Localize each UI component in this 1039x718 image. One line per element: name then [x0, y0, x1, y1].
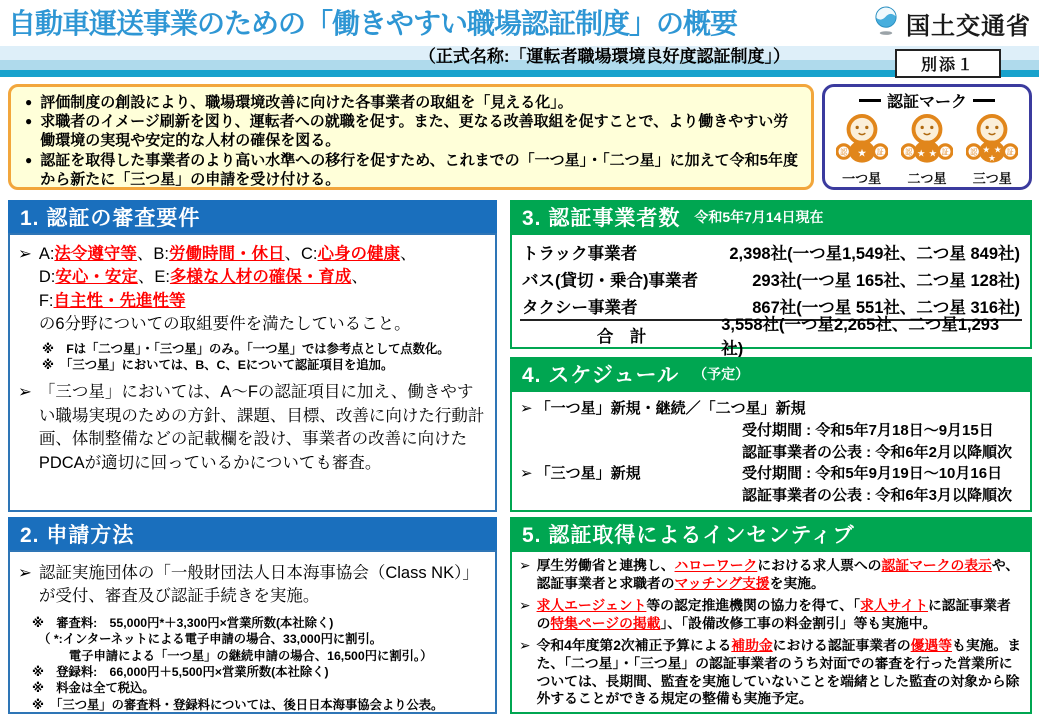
section-4-header — [510, 357, 1032, 390]
requirement-note: ※ 「三つ星」においては、B、C、Eについて認証項目を追加。 — [42, 358, 394, 373]
cert-mark-title: 認証マーク — [829, 89, 1025, 112]
cert-badges — [829, 112, 1025, 187]
svg-text:★: ★ — [988, 153, 997, 164]
section-2-body — [8, 550, 497, 714]
badge-three-star — [966, 112, 1018, 187]
section-5-title: 5. 認証取得によるインセンティブ — [522, 523, 855, 547]
section-2-title: 2. 申請方法 — [20, 523, 135, 547]
svg-text:証: 証 — [941, 147, 949, 157]
svg-text:証: 証 — [876, 147, 884, 157]
badge-two-star — [901, 112, 953, 187]
application-paragraph: ➢ 認証実施団体の「一般財団法人日本海事協会（Class NK）」が受付、審査及び認証手続きを実施。 — [18, 562, 487, 609]
svg-text:認: 認 — [839, 147, 847, 157]
mlit-logo-icon — [872, 5, 900, 42]
svg-text:★: ★ — [856, 147, 867, 160]
as-of-date: 令和5年7月14日現在 — [694, 208, 824, 225]
intro-bullet: ● 求職者のイメージ刷新を図り、運転者への就職を促す。また、更なる改善取組を促すことで、より働きやすい労働環境の実現や安定的な人材の確保を図る。 — [23, 112, 801, 150]
badge-label: 三つ星 — [972, 171, 1012, 186]
operator-count: 293社(一つ星 165社、二つ星 128社) — [752, 271, 1020, 290]
fee-note: ※ 登録料: 66,000円＋5,500円×営業所数(本社除く) — [32, 664, 329, 679]
svg-text:認: 認 — [970, 147, 978, 157]
three-star-badge-icon — [966, 112, 1018, 171]
fee-note: 電子申請による「一つ星」の継続申請の場合、16,500円に割引。） — [32, 648, 433, 663]
svg-text:★: ★ — [928, 148, 938, 160]
section-4-note: （予定） — [693, 365, 750, 382]
fee-note: ※ 「三つ星」の審査料・登録料については、後日日本海事協会より公表。 — [32, 697, 444, 712]
operator-type: バス(貸切・乗合)事業者 — [522, 271, 698, 290]
operator-type: トラック事業者 — [522, 244, 638, 263]
intro-bullet: ● 認証を取得した事業者のより高い水準への移行を促すため、これまでの「一つ星」・「二つ星」に加えて令和5年度から新たに「三つ星」の申請を受け付ける。 — [23, 151, 801, 189]
badge-label: 二つ星 — [907, 171, 947, 186]
ministry-logo-block — [872, 5, 1031, 42]
schedule-line: 受付期間 : 令和5年7月18日～9月15日 — [742, 421, 994, 439]
page-title: 自動車運送事業のための「働きやすい職場認証制度」の概要 — [8, 8, 738, 39]
fee-note: ※ 審査料: 55,000円*＋3,300円×営業所数(本社除く) — [32, 615, 334, 630]
two-star-badge-icon — [901, 112, 953, 171]
incentive-bullet: ➢ 求人エージェント等の認定推進機関の協力を得て、「求人サイトに認証事業者の特集ページの掲載」、「設備改修工事の料金割引」等も実施中。 — [519, 597, 1023, 633]
section-1-title: 1. 認証の審査要件 — [20, 206, 201, 230]
fee-note: （ *:インターネットによる電子申請の場合、33,000円に割引。 — [32, 632, 383, 647]
section-1-header — [8, 200, 497, 233]
total-label: 合 計 — [596, 327, 647, 346]
cert-mark-box — [822, 84, 1032, 190]
incentive-bullet: ➢ 令和4年度第2次補正予算による補助金における認証事業者の優遇等も実施。また、「二つ星」・「三つ星」の認証事業者のうち対面での審査を行った営業所については、長期間、監査を実施していないことを端緒とした監査の対象から除外することができる規定の整備も実施予定。 — [519, 637, 1023, 709]
schedule-line: 認証事業者の公表 : 令和6年3月以降順次 — [742, 487, 1013, 504]
fee-note: ※ 料金は全て税込。 — [32, 681, 155, 696]
section-3-title: 3. 認証事業者数 — [522, 206, 681, 230]
intro-bullet: ● 評価制度の創設により、職場環境改善に向けた各事業者の取組を「見える化」。 — [23, 93, 801, 112]
section-5-header — [510, 517, 1032, 550]
svg-text:★: ★ — [916, 148, 926, 160]
incentive-bullet: ➢ 厚生労働省と連携し、ハローワークにおける求人票への認証マークの表示や、認証事業者と求職者のマッチング支援を実施。 — [519, 557, 1023, 593]
requirement-note: ※ Fは「二つ星」・「三つ星」のみ。「一つ星」では参考点として点数化。 — [42, 341, 450, 356]
pdca-paragraph: ➢ 「三つ星」においては、A～Fの認証項目に加え、働きやすい職場実現のための方針、課題、目標、改善に向けた行動計画、体制整備などの記載欄を設け、事業者の改善に向けたPDCAが適切に回っているかについても審査。 — [18, 381, 487, 475]
svg-text:★: ★ — [994, 144, 1002, 155]
ministry-name: 国土交通省 — [906, 13, 1031, 40]
svg-text:★: ★ — [982, 144, 991, 155]
page-subtitle: （正式名称:「運転者職場環境良好度認証制度」） — [418, 47, 790, 66]
svg-text:証: 証 — [1006, 147, 1015, 157]
section-1-body — [8, 233, 497, 512]
schedule-entry-title: ➢ 「三つ星」新規 — [520, 463, 742, 485]
section-3-body — [510, 233, 1032, 358]
operator-count: 867社(一つ星 551社、二つ星 316社) — [752, 298, 1020, 317]
badge-label: 一つ星 — [842, 171, 882, 186]
attachment-badge: 別添１ — [895, 49, 1001, 78]
total-count: 3,558社(一つ星2,265社、二つ星1,293社) — [721, 315, 1000, 358]
section-2-header — [8, 517, 497, 550]
intro-box — [8, 84, 814, 190]
operator-count: 2,398社(一つ星1,549社、二つ星 849社) — [729, 244, 1020, 263]
operator-row — [520, 238, 1022, 265]
section-5-body — [510, 550, 1032, 714]
section-4-body — [510, 390, 1032, 512]
schedule-line: 受付期間 : 令和5年9月19日～10月16日 — [742, 465, 1003, 483]
schedule-line: 認証事業者の公表 : 令和6年2月以降順次 — [742, 443, 1013, 461]
schedule-entry-title: ➢ 「一つ星」新規・継続／「二つ星」新規 — [520, 398, 806, 420]
operator-row — [520, 265, 1022, 292]
requirement-paragraph: ➢ A:法令遵守等、B:労働時間・休日、C:心身の健康、 D:安心・安定、E:多様な人材の確保・育成、 F:自主性・先進性等 の6分野についての取組要件を満たしていること。 — [18, 243, 487, 337]
section-4-title: 4. スケジュール — [522, 363, 680, 387]
badge-one-star — [836, 112, 888, 187]
svg-text:認: 認 — [905, 147, 913, 157]
total-row — [520, 315, 1022, 358]
one-star-badge-icon — [836, 112, 888, 171]
section-3-header — [510, 200, 1032, 233]
operator-type: タクシー事業者 — [522, 298, 638, 317]
